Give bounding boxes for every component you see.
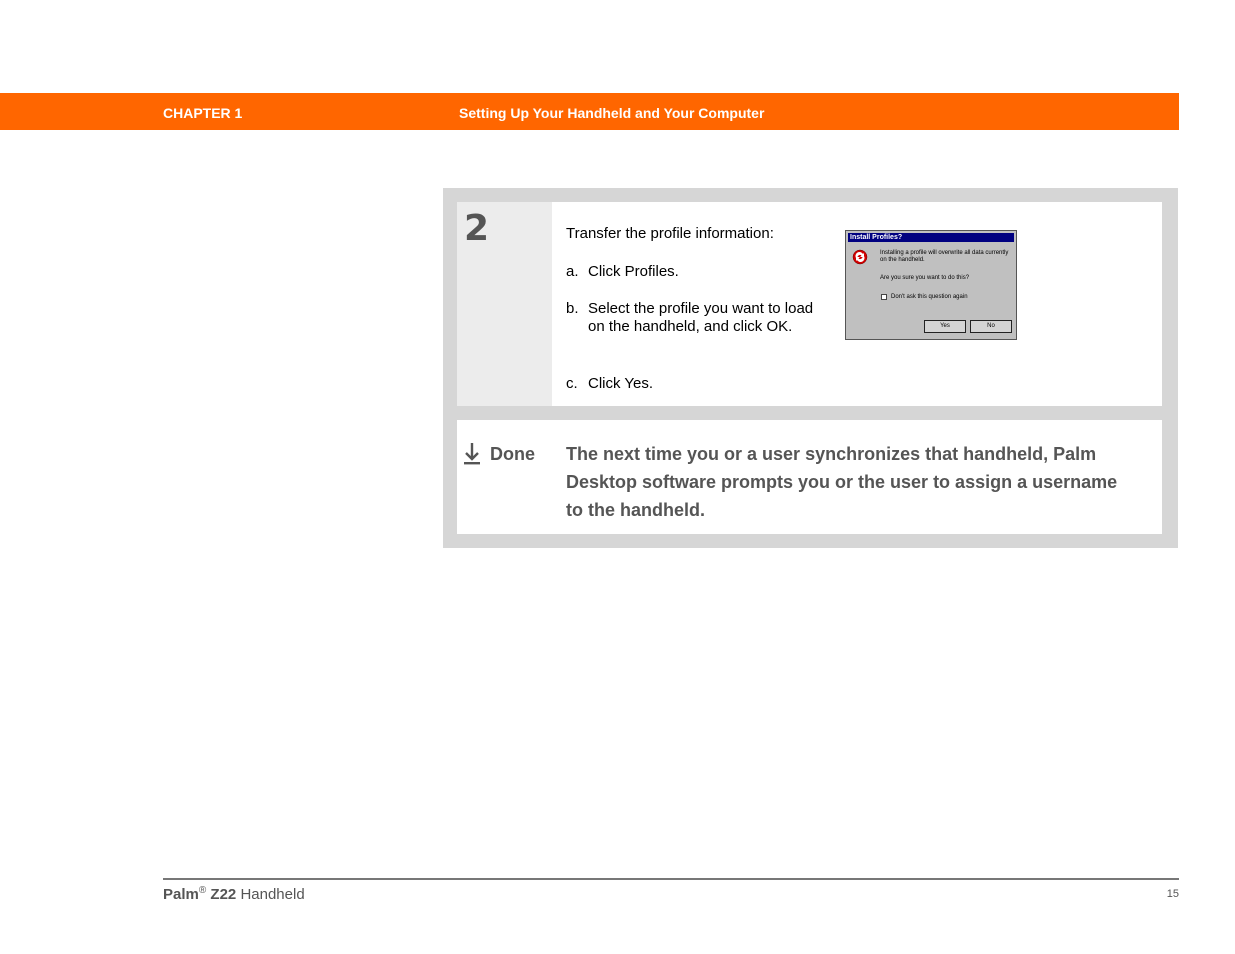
list-item-text: Click Yes.	[588, 375, 654, 392]
done-text: The next time you or a user synchronizes that handheld, Palm Desktop software prompts you or the user to assign a username to the handheld.	[566, 444, 1118, 520]
footer-product-name: Handheld	[240, 886, 305, 903]
done-arrow-icon	[463, 442, 481, 466]
done-label: Done	[490, 444, 535, 464]
registered-mark: ®	[198, 885, 207, 896]
done-section	[457, 420, 1162, 534]
chapter-header-bar	[0, 93, 1179, 130]
install-profiles-dialog	[845, 230, 1017, 340]
dialog-question: Are you sure you want to do this?	[880, 275, 970, 281]
list-item-letter: a.	[566, 263, 579, 280]
step-number-cell	[457, 202, 552, 406]
step-content	[552, 202, 1162, 406]
footer-rule	[163, 878, 1179, 880]
step-frame	[443, 188, 1178, 548]
dont-ask-label: Don't ask this question again	[891, 294, 968, 300]
yes-button[interactable]: Yes	[924, 320, 966, 333]
step-number: 2	[464, 208, 490, 249]
dialog-message: Installing a profile will overwrite all data currently on the handheld.	[880, 250, 1009, 263]
page-number: 15	[1166, 888, 1179, 900]
chapter-title: Setting Up Your Handheld and Your Computer	[459, 105, 765, 121]
list-item-text: Click Profiles.	[588, 263, 679, 280]
list-item-letter: c.	[566, 375, 578, 392]
no-button[interactable]: No	[970, 320, 1012, 333]
warning-icon	[852, 249, 868, 265]
list-item-letter: b.	[566, 300, 579, 317]
dont-ask-checkbox[interactable]	[881, 294, 887, 300]
footer-model: Z22	[210, 886, 237, 903]
step-intro: Transfer the profile information:	[566, 225, 774, 242]
list-item-text: Select the profile you want to load on the handheld, and click OK.	[588, 300, 814, 335]
footer-product	[163, 885, 305, 903]
footer-brand: Palm	[163, 886, 199, 903]
chapter-label: CHAPTER 1	[163, 105, 243, 121]
dialog-titlebar: Install Profiles?	[848, 233, 1014, 242]
